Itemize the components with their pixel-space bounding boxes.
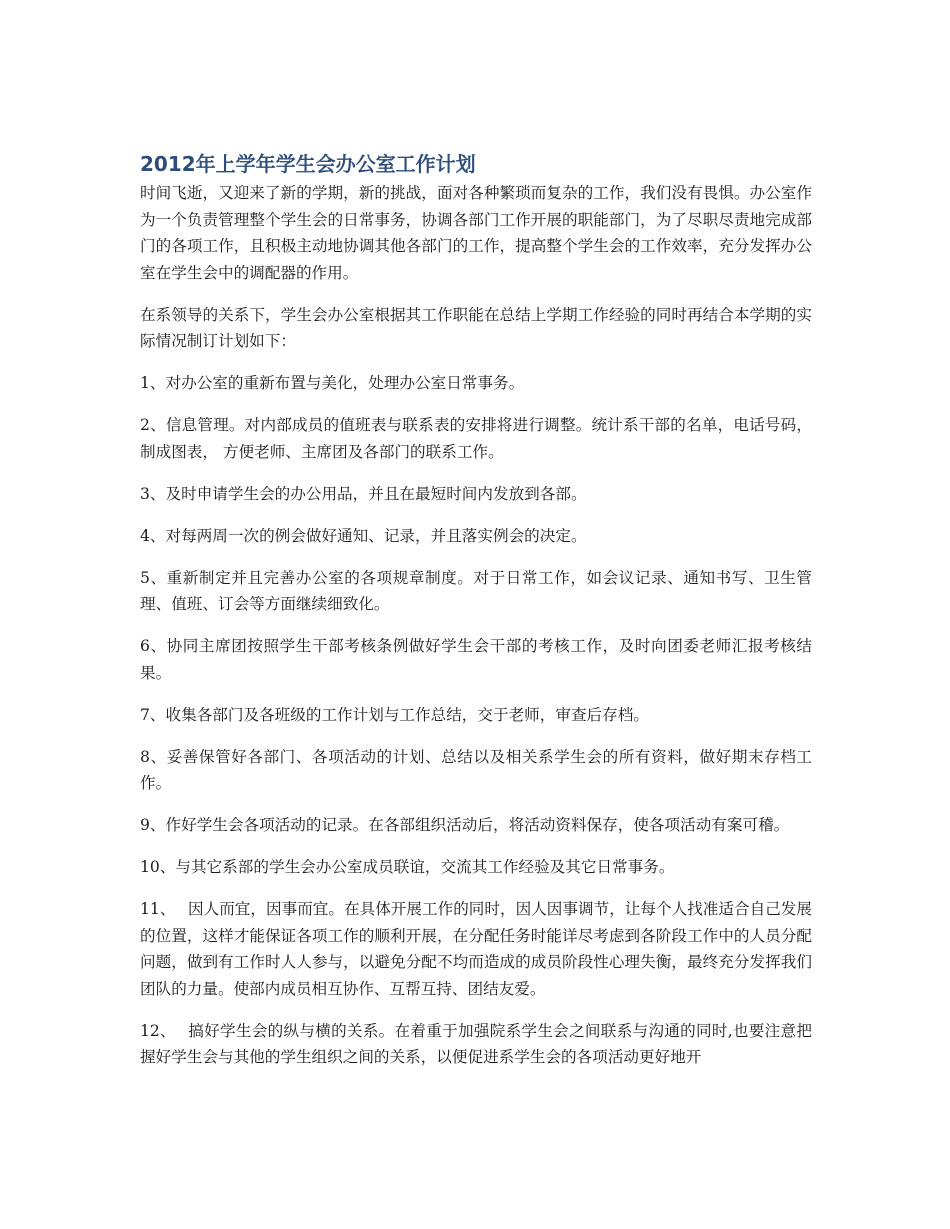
plan-item-11-text: 因人而宜，因事而宜。在具体开展工作的同时，因人因事调节，让每个人找准适合自己发展的位置，这样才能保证各项工作的顺利开展，在分配任务时能详尽考虑到各阶段工作中的人员分配问题，做到有工作时人人参与，以避免分配不均而造成的成员阶段性心理失衡，最终充分发挥我们团队的力量。使部内成员相互协作、互帮互持、团结友爱。 <box>140 900 812 998</box>
plan-item-12-number: 12、 <box>140 1021 176 1040</box>
context-paragraph: 在系领导的关系下，学生会办公室根据其工作职能在总结上学期工作经验的同时再结合本学期的实际情况制订计划如下： <box>140 305 812 350</box>
plan-item-5: 5、重新制定并且完善办公室的各项规章制度。对于日常工作，如会议记录、通知书写、卫生管理、值班、订会等方面继续细致化。 <box>140 568 812 613</box>
plan-item-12-text: 搞好学生会的纵与横的关系。在着重于加强院系学生会之间联系与沟通的同时,也要注意把握好学生会与其他的学生组织之间的关系，以便促进系学生会的各项活动更好地开 <box>140 1021 812 1066</box>
plan-item-11 <box>140 896 812 1002</box>
intro-paragraph: 时间飞逝，又迎来了新的学期，新的挑战，面对各种繁琐而复杂的工作，我们没有畏惧。办公室作为一个负责管理整个学生会的日常事务，协调各部门工作开展的职能部门，为了尽职尽责地完成部门的各项工作，且积极主动地协调其他各部门的工作，提高整个学生会的工作效率，充分发挥办公室在学生会中的调配器的作用。 <box>140 184 812 282</box>
plan-item-2: 2、信息管理。对内部成员的值班表与联系表的安排将进行调整。统计系干部的名单，电话号码，制成图表， 方便老师、主席团及各部门的联系工作。 <box>140 416 812 461</box>
plan-item-9: 9、作好学生会各项活动的记录。在各部组织活动后，将活动资料保存，使各项活动有案可稽。 <box>140 816 790 834</box>
plan-item-12 <box>140 1018 812 1071</box>
document-page <box>140 150 812 1086</box>
document-title: 2012年上学年学生会办公室工作计划 <box>140 152 476 176</box>
plan-item-3: 3、及时申请学生会的办公用品，并且在最短时间内发放到各部。 <box>140 484 587 503</box>
plan-item-4: 4、对每两周一次的例会做好通知、记录，并且落实例会的决定。 <box>140 526 587 545</box>
plan-item-7: 7、收集各部门及各班级的工作计划与工作总结，交于老师，审查后存档。 <box>140 705 649 724</box>
plan-item-10: 10、与其它系部的学生会办公室成员联谊，交流其工作经验及其它日常事务。 <box>140 858 675 876</box>
plan-item-8: 8、妥善保管好各部门、各项活动的计划、总结以及相关系学生会的所有资料，做好期末存档工作。 <box>140 747 812 792</box>
plan-item-6: 6、协同主席团按照学生干部考核条例做好学生会干部的考核工作，及时向团委老师汇报考核结果。 <box>140 637 812 682</box>
plan-item-11-number: 11、 <box>140 900 176 918</box>
plan-item-1: 1、对办公室的重新布置与美化，处理办公室日常事务。 <box>140 374 525 392</box>
